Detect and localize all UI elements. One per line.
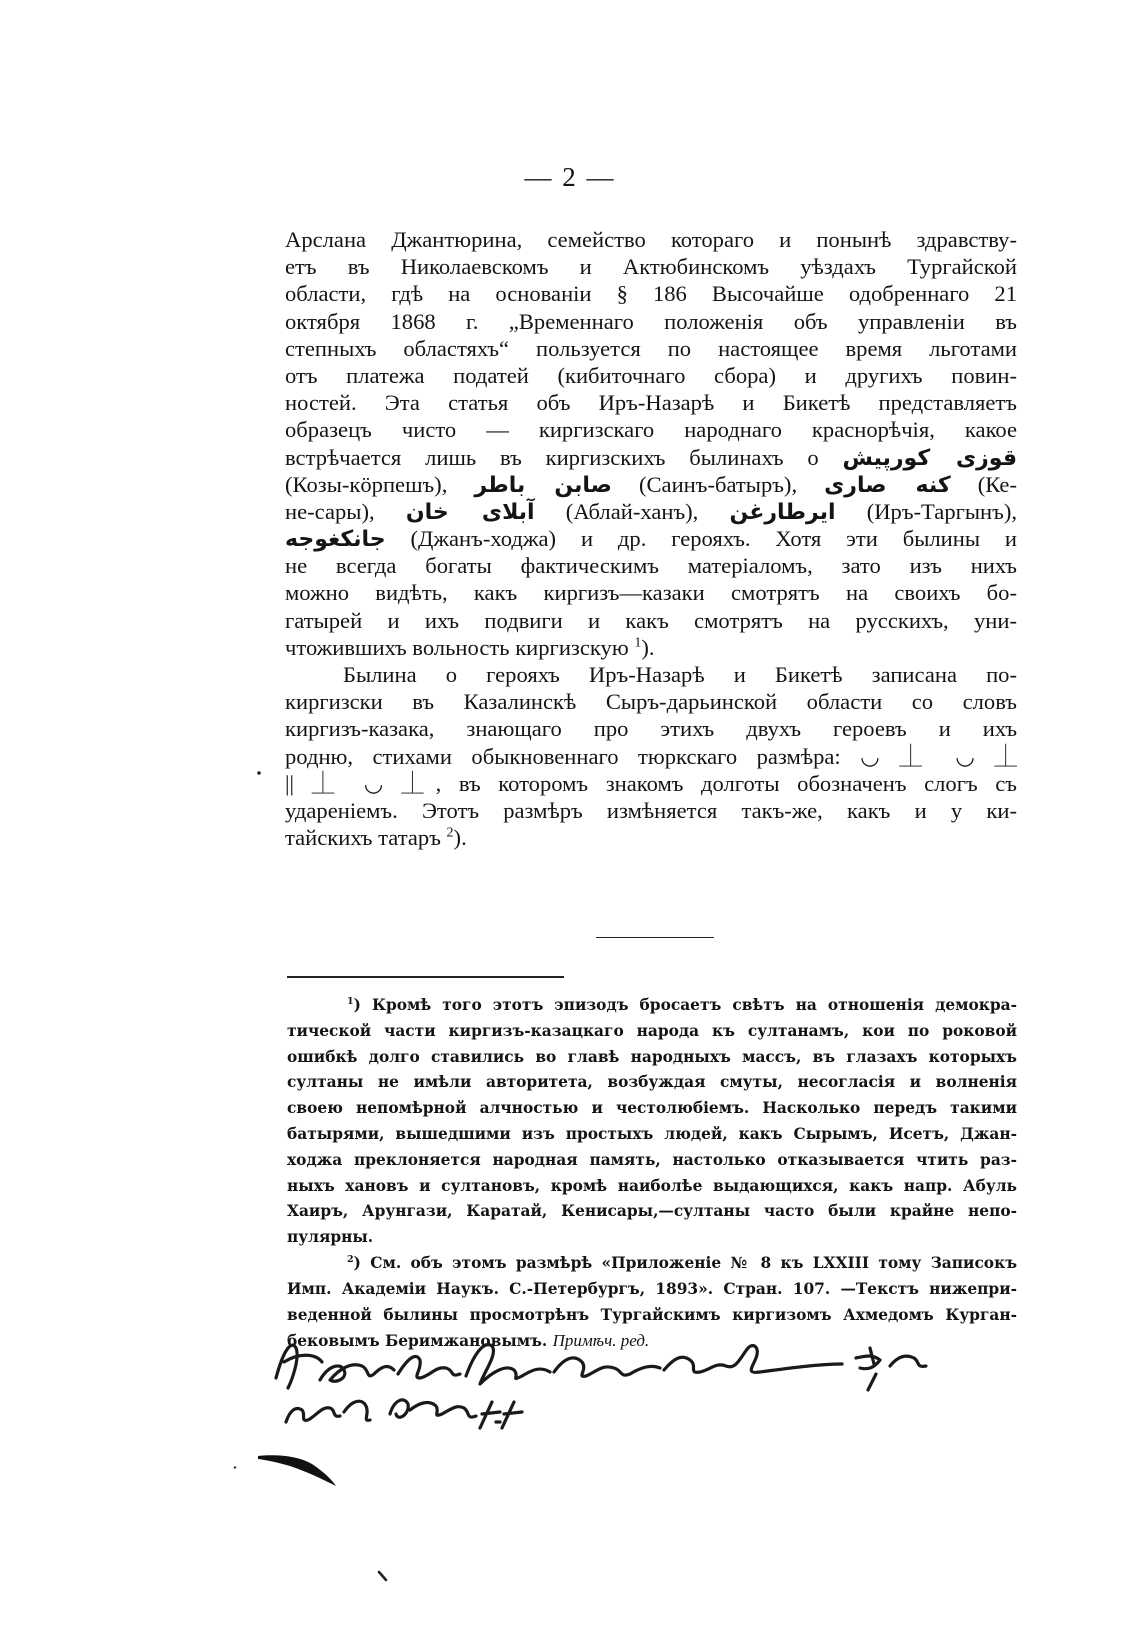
text-line: удареніемъ. Этотъ размѣръ измѣняется такъ-же, какъ и у ки- <box>285 797 1017 823</box>
section-separator <box>596 937 714 938</box>
arabic-name: ایرطارغن <box>729 499 836 525</box>
text-line <box>285 824 1017 851</box>
text-line: области, гдѣ на основаніи § 186 Высочайше одобреннаго 21 <box>285 281 1017 307</box>
text-line: не всегда богаты фактическимъ матеріаломъ, зато изъ нихъ <box>285 553 1017 579</box>
ink-mark <box>228 1446 348 1496</box>
text-span: чтожившихъ вольность киргизскую <box>285 634 629 660</box>
text-line: образецъ чисто — киргизскаго народнаго краснорѣчія, какое <box>285 417 1017 443</box>
text-line <box>285 444 1017 471</box>
text-span: (Джанъ-ходжа) и др. герояхъ. Хотя эти былины и <box>410 526 1017 552</box>
text-line: гатырей и ихъ подвиги и какъ смотрятъ на русскихъ, уни- <box>285 607 1017 633</box>
handwritten-signature <box>270 1318 970 1438</box>
footnote-mark: 2 <box>347 1253 354 1265</box>
text-line <box>285 498 1017 525</box>
text-line: киргизъ-казака, знающаго про этихъ двухъ героевъ и ихъ <box>285 716 1017 742</box>
text-line: отъ платежа податей (кибиточнаго сбора) и другихъ повин- <box>285 362 1017 388</box>
text-line: етъ въ Николаевскомъ и Актюбинскомъ уѣздахъ Тургайской <box>285 254 1017 280</box>
main-text <box>285 226 1017 851</box>
text-span: встрѣчается лишь въ киргизскихъ былинахъ о <box>285 444 819 470</box>
text-span: (Аблай-ханъ), <box>565 498 699 524</box>
footnote-line <box>287 1251 1017 1277</box>
footnote-line: ошибкѣ долго ставились во главѣ народныхъ массъ, въ глазахъ которыхъ <box>287 1047 1017 1066</box>
footnote-line: тической части киргизъ-казацкаго народа къ султанамъ, кои по роковой <box>287 1021 1017 1040</box>
text-line: || ⏊ ◡ ⏊, въ которомъ знакомъ долготы обозначенъ слогъ съ <box>285 770 1017 796</box>
editor-note: Примѣч. ред. <box>552 1331 650 1351</box>
footnote-line: батырями, вышедшими изъ простыхъ людей, какъ Сырымъ, Исетъ, Джан- <box>287 1124 1017 1143</box>
text-span: ) См. объ этомъ размѣрѣ «Приложеніе № 8 къ LXXIII тому Записокъ <box>353 1253 1017 1272</box>
text-span: ) Кромѣ того этотъ эпизодъ бросаетъ свѣтъ на отношенія демокра- <box>353 996 1017 1014</box>
arabic-name: کنه صاری <box>824 472 951 498</box>
footnote-line: ходжа преклоняется народная память, настолько отказывается чтить раз- <box>287 1150 1017 1169</box>
footnote-ref: 2 <box>446 825 454 841</box>
arabic-name: قوزی کورپیش <box>842 445 1017 471</box>
text-span: (Козы-кöрпешъ), <box>285 471 448 497</box>
footnote-ref: 1 <box>634 635 642 651</box>
footnote-line: ныхъ хановъ и султановъ, кромѣ наиболѣе выдающихся, какъ напр. Абуль <box>287 1176 1017 1195</box>
footnote-line: султаны не имѣли авторитета, возбуждая смуты, несогласія и волненія <box>287 1073 1017 1092</box>
footnote-line: веденной былины просмотрѣнъ Тургайскимъ киргизомъ Ахмедомъ Курган- <box>287 1305 1017 1324</box>
arabic-name: جانکغوجه <box>285 527 386 553</box>
text-line: можно видѣть, какъ киргизъ—казаки смотрятъ на своихъ бо- <box>285 580 1017 606</box>
text-span: не-сары), <box>285 498 375 524</box>
arabic-name: صابن باطر <box>474 472 612 498</box>
text-span: (Саинъ-батыръ), <box>638 471 798 497</box>
text-line: Арслана Джантюрина, семейство котораго и понынѣ здравству- <box>285 227 1017 252</box>
text-line: октября 1868 г. „Временнаго положенія объ управленіи въ <box>285 308 1017 334</box>
text-line: степныхъ областяхъ“ пользуется по настоящее время льготами <box>285 335 1017 361</box>
footnote-line: Имп. Академіи Наукъ. С.-Петербургъ, 1893». Стран. 107. —Текстъ нижепри- <box>287 1279 1017 1298</box>
text-span: ). <box>641 634 655 660</box>
footnote-line: Хаиръ, Арунгази, Каратай, Кенисары,—султаны часто были крайне непо- <box>287 1202 1017 1221</box>
footnote-rule <box>287 976 564 978</box>
text-line: киргизски въ Казалинскѣ Сыръ-дарьинской области со словъ <box>285 689 1017 715</box>
ink-mark <box>376 1568 396 1584</box>
text-line <box>285 634 1017 661</box>
text-line <box>285 525 1017 552</box>
footnote-line <box>287 993 1017 1019</box>
footnote-line: пулярны. <box>287 1228 374 1247</box>
text-line: Былина о герояхъ Иръ-Назарѣ и Бикетѣ записана по- <box>343 662 1017 687</box>
text-span: тайскихъ татаръ <box>285 825 441 851</box>
page-number: — 2 — <box>524 162 616 192</box>
arabic-name: آبلای خان <box>405 499 535 525</box>
text-line <box>285 471 1017 498</box>
text-line: ностей. Эта статья объ Иръ-Назарѣ и Бикетѣ представляетъ <box>285 390 1017 416</box>
text-span: (Ке- <box>977 471 1017 497</box>
footnote-line: своею непомѣрной алчностью и честолюбіемъ. Насколько передъ такими <box>287 1099 1017 1118</box>
text-span: бековымъ Беримжановымъ. <box>287 1332 548 1351</box>
ink-dot <box>254 768 264 778</box>
footnote-mark: 1 <box>347 995 354 1007</box>
text-line: родню, стихами обыкновеннаго тюркскаго размѣра: ◡ ⏊ ◡ ⏊ <box>285 743 1017 769</box>
text-span: (Иръ-Таргынъ), <box>866 498 1018 524</box>
text-span: ). <box>453 825 467 851</box>
footnotes <box>287 993 1017 1354</box>
